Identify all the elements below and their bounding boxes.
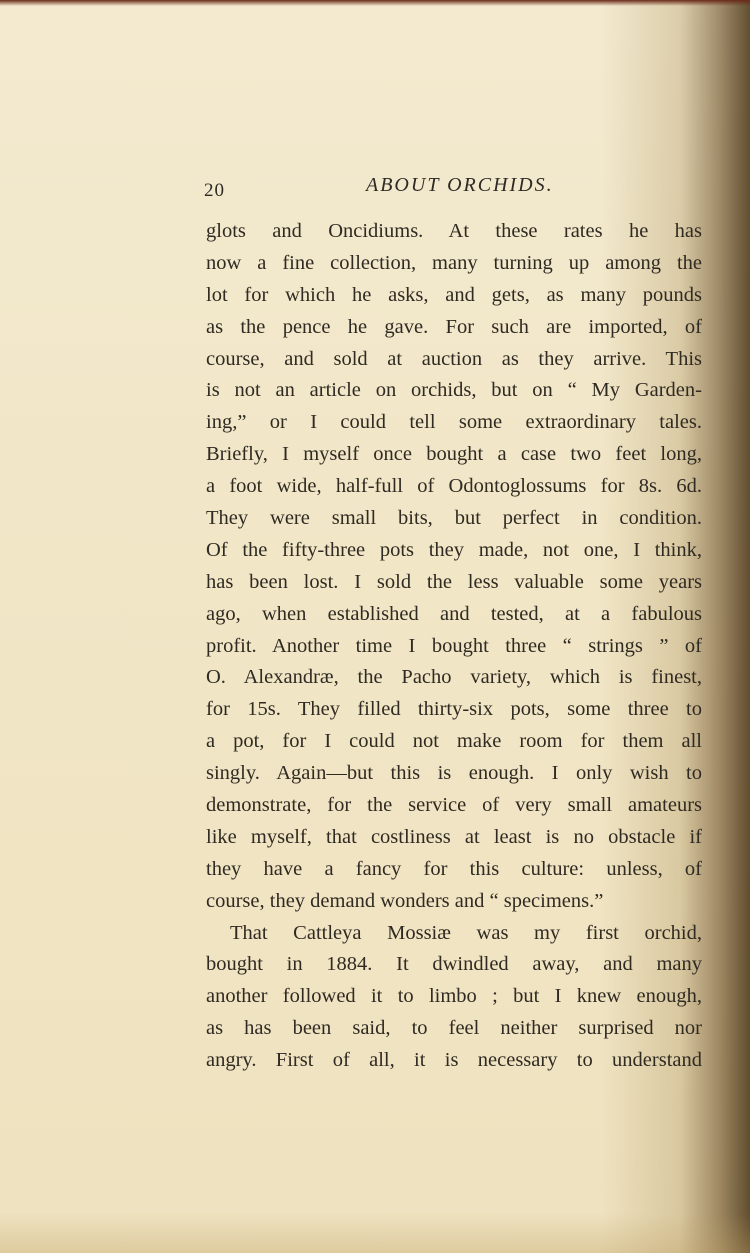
text-line: course, they demand wonders and “ specimens.” — [206, 889, 604, 912]
text-line: has been lost. I sold the less valuable some years — [206, 570, 702, 593]
text-line: is not an article on orchids, but on “ My Garden- — [206, 379, 702, 402]
text-line: for 15s. They filled thirty-six pots, some three to — [206, 698, 702, 721]
text-line: glots and Oncidiums. At these rates he has — [206, 220, 702, 242]
text-line: Of the fifty-three pots they made, not one, I think, — [206, 538, 702, 561]
text-line: a foot wide, half-full of Odontoglossums for 8s. 6d. — [206, 475, 702, 498]
page-number: 20 — [204, 180, 225, 201]
text-line: bought in 1884. It dwindled away, and many — [206, 953, 702, 976]
text-line: singly. Again—but this is enough. I only wish to — [206, 762, 702, 785]
text-line: like myself, that costliness at least is no obstacle if — [206, 825, 702, 848]
body-text — [206, 216, 702, 1077]
text-line: O. Alexandræ, the Pacho variety, which is finest, — [206, 666, 702, 689]
text-line: ing,” or I could tell some extraordinary tales. — [206, 411, 702, 434]
running-head-title: ABOUT ORCHIDS. — [366, 174, 554, 196]
text-line: a pot, for I could not make room for them all — [206, 730, 702, 753]
text-line: They were small bits, but perfect in condition. — [206, 507, 702, 530]
text-line: That Cattleya Mossiæ was my first orchid, — [230, 921, 702, 944]
text-line: as the pence he gave. For such are imported, of — [206, 315, 702, 338]
text-line: course, and sold at auction as they arrive. This — [206, 347, 702, 370]
text-line: as has been said, to feel neither surprised nor — [206, 1017, 702, 1040]
text-line: angry. First of all, it is necessary to understand — [206, 1049, 702, 1072]
running-head — [204, 172, 704, 204]
text-line: now a fine collection, many turning up among the — [206, 251, 702, 274]
text-line: Briefly, I myself once bought a case two feet long, — [206, 443, 702, 466]
text-line: ago, when established and tested, at a fabulous — [206, 602, 702, 625]
text-line: they have a fancy for this culture: unless, of — [206, 857, 702, 880]
text-line: demonstrate, for the service of very small amateurs — [206, 794, 702, 817]
text-line: another followed it to limbo ; but I knew enough, — [206, 985, 702, 1008]
text-line: lot for which he asks, and gets, as many pounds — [206, 283, 702, 306]
text-line: profit. Another time I bought three “ strings ” of — [206, 634, 702, 657]
